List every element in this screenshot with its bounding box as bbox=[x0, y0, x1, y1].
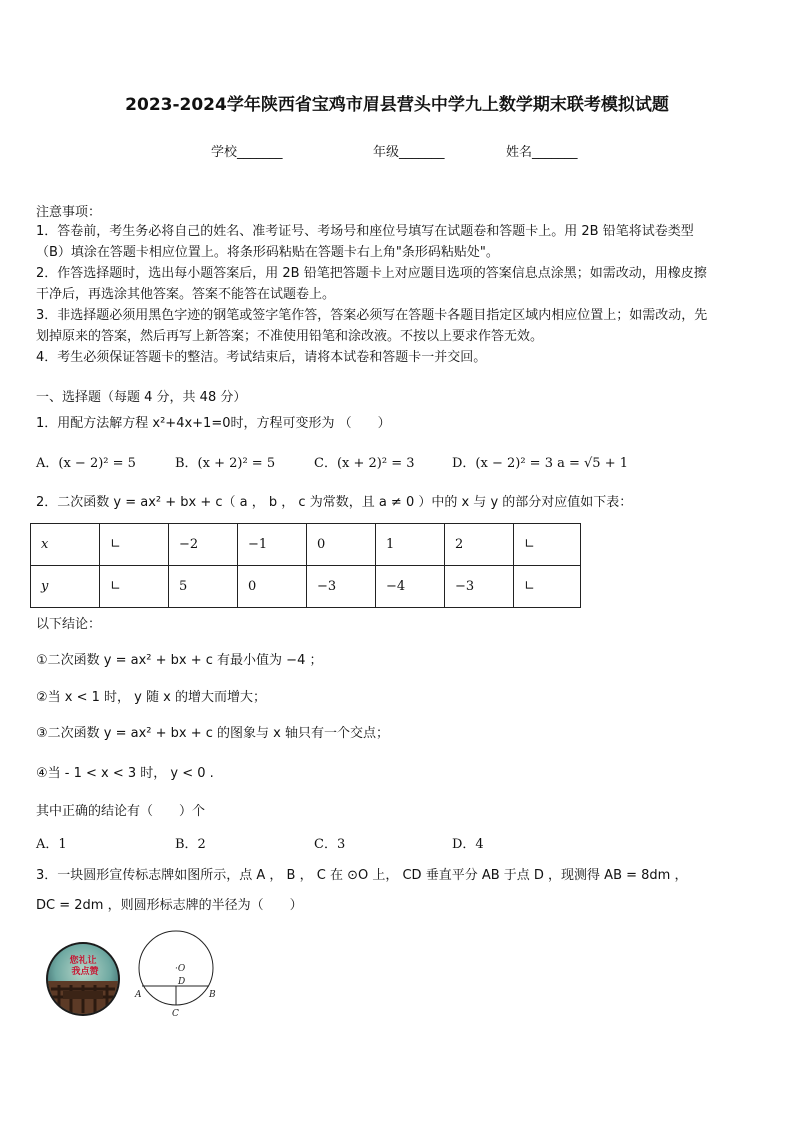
table-cell: 1 bbox=[376, 524, 445, 566]
badge-text: 您礼让 bbox=[69, 956, 97, 966]
table-cell: x bbox=[31, 524, 100, 566]
q1-option-c: C．(x + 2)² = 3 bbox=[314, 456, 415, 471]
notice-line: 4．考生必须保证答题卡的整洁。考试结束后，请将本试卷和答题卡一并交回。 bbox=[36, 350, 487, 365]
question-3-stem: 3．一块圆形宣传标志牌如图所示，点 A ， B ， C 在 ⊙O 上， CD 垂直平分 AB 于点 D ，现测得 AB = 8dm ， bbox=[36, 868, 688, 883]
notice-line: 2．作答选择题时，选出每小题答案后，用 2B 铅笔把答题卡上对应题目选项的答案信息点涂黑；如需改动，用橡皮擦 bbox=[36, 266, 707, 281]
badge-photo bbox=[45, 941, 121, 1017]
table-cell: −1 bbox=[238, 524, 307, 566]
q2-option-c: C．3 bbox=[314, 837, 346, 852]
table-cell: y bbox=[31, 566, 100, 608]
conclusion-item: ①二次函数 y = ax² + bx + c 有最小值为 −4 ； bbox=[36, 653, 323, 668]
school-field: 学校_______ bbox=[211, 145, 283, 160]
question-2-stem: 2．二次函数 y = ax² + bx + c（ a ， b ， c 为常数，且 a ≠ 0 ）中的 x 与 y 的部分对应值如下表： bbox=[36, 495, 633, 510]
table-cell: ∟ bbox=[514, 524, 581, 566]
q2-option-d: D．4 bbox=[452, 837, 484, 852]
conclusion-item: ④当 - 1 < x < 3 时， y < 0 . bbox=[36, 766, 214, 781]
table-cell: −2 bbox=[169, 524, 238, 566]
notice-line: 3．非选择题必须用黑色字迹的钢笔或签字笔作答，答案必须写在答题卡各题目指定区域内相应位置上；如需改动，先 bbox=[36, 308, 708, 323]
label-o: ·O bbox=[175, 964, 186, 974]
notice-line: 干净后，再选涂其他答案。答案不能答在试题卷上。 bbox=[36, 287, 336, 302]
label-a: A bbox=[135, 990, 142, 1000]
table-cell: −4 bbox=[376, 566, 445, 608]
conclusion-item: ②当 x < 1 时， y 随 x 的增大而增大； bbox=[36, 690, 266, 705]
table-row bbox=[31, 524, 581, 566]
notice-heading: 注意事项： bbox=[36, 205, 102, 220]
label-c: C bbox=[172, 1009, 179, 1019]
conclusion-intro: 以下结论： bbox=[36, 617, 102, 632]
q2-option-a: A．1 bbox=[36, 837, 67, 852]
q2-question: 其中正确的结论有（ ）个 bbox=[36, 804, 206, 819]
table-cell: −3 bbox=[445, 566, 514, 608]
table-row bbox=[31, 566, 581, 608]
page-title: 2023-2024学年陕西省宝鸡市眉县营头中学九上数学期末联考模拟试题 bbox=[125, 95, 669, 115]
notice-line: 1．答卷前，考生务必将自己的姓名、准考证号、考场号和座位号填写在试题卷和答题卡上。用 2B 铅笔将试卷类型 bbox=[36, 224, 694, 239]
question-3-stem-2: DC = 2dm ，则圆形标志牌的半径为（ ） bbox=[36, 898, 303, 913]
table-cell: ∟ bbox=[100, 524, 169, 566]
label-b: B bbox=[209, 990, 216, 1000]
badge-text: 我点赞 bbox=[71, 967, 99, 977]
notice-line: （B）填涂在答题卡相应位置上。将条形码粘贴在答题卡右上角"条形码粘贴处"。 bbox=[36, 245, 499, 260]
table-cell: 5 bbox=[169, 566, 238, 608]
table-cell: ∟ bbox=[514, 566, 581, 608]
q2-option-b: B．2 bbox=[175, 837, 206, 852]
name-field: 姓名_______ bbox=[506, 145, 578, 160]
circle-figure bbox=[130, 928, 220, 1020]
table-cell: 2 bbox=[445, 524, 514, 566]
table-cell: ∟ bbox=[100, 566, 169, 608]
table-cell: 0 bbox=[307, 524, 376, 566]
q1-option-a: A．(x − 2)² = 5 bbox=[36, 456, 136, 471]
conclusion-item: ③二次函数 y = ax² + bx + c 的图象与 x 轴只有一个交点； bbox=[36, 726, 390, 741]
table-cell: 0 bbox=[238, 566, 307, 608]
table-cell: −3 bbox=[307, 566, 376, 608]
question-1-stem: 1．用配方法解方程 x²+4x+1=0时，方程可变形为 （ ） bbox=[36, 416, 391, 431]
value-table bbox=[30, 523, 581, 608]
grade-field: 年级_______ bbox=[373, 145, 445, 160]
q1-option-b: B．(x + 2)² = 5 bbox=[175, 456, 276, 471]
section-heading: 一、选择题（每题 4 分，共 48 分） bbox=[36, 390, 247, 405]
notice-line: 划掉原来的答案，然后再写上新答案；不准使用铅笔和涂改液。不按以上要求作答无效。 bbox=[36, 329, 544, 344]
label-d: D bbox=[178, 977, 186, 987]
q1-option-d: D．(x − 2)² = 3 a = √5 + 1 bbox=[452, 456, 628, 471]
